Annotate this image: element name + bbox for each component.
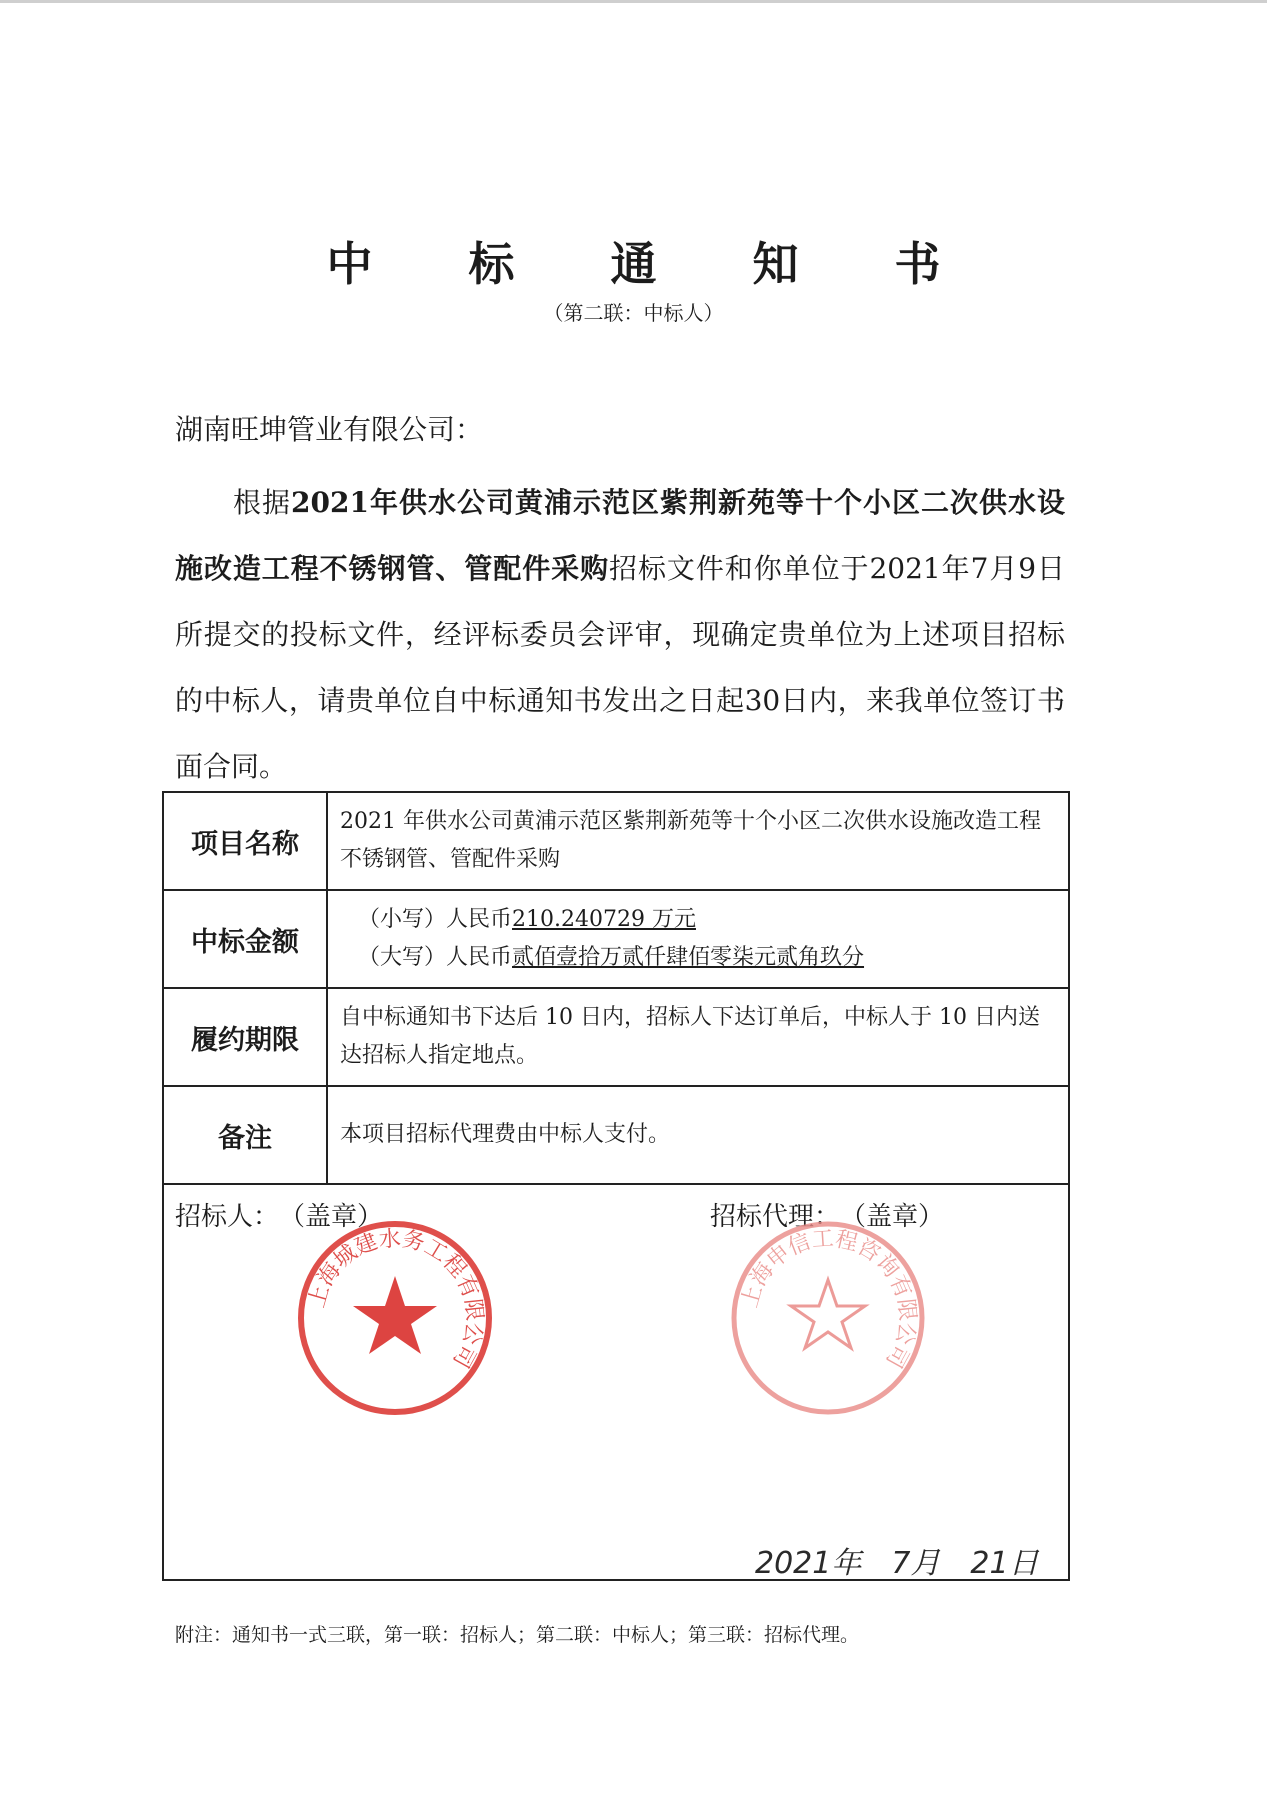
seal-right-text: 上海申信工程咨询有限公司 xyxy=(737,1226,920,1372)
tenderer-seal xyxy=(295,1218,495,1418)
award-info-table xyxy=(162,791,1070,1185)
amount-small-value: 210.240729 万元 xyxy=(512,907,696,932)
amount-large-prefix: （大写）人民币 xyxy=(358,945,513,970)
remarks-value: 本项目招标代理费由中标人支付。 xyxy=(327,1086,1069,1184)
agent-signature-label: 招标代理： （盖章） xyxy=(710,1202,945,1232)
amount-large xyxy=(358,939,1056,977)
project-name-label: 项目名称 xyxy=(163,792,327,890)
amount-large-value: 贰佰壹拾万贰仟肆佰零柒元贰角玖分 xyxy=(512,945,865,970)
table-row xyxy=(163,988,1069,1086)
project-name-value: 2021 年供水公司黄浦示范区紫荆新苑等十个小区二次供水设施改造工程不锈钢管、管配件采购 xyxy=(327,792,1069,890)
document-title: 中 标 通 知 书 xyxy=(326,237,981,291)
body-rest: 招标文件和你单位于2021年7月9日所提交的投标文件，经评标委员会评审，现确定贵单位为上述项目招标的中标人，请贵单位自中标通知书发出之日起30日内，来我单位签订书面合同。 xyxy=(175,552,1065,783)
amount-small xyxy=(358,901,1056,939)
period-value: 自中标通知书下达后 10 日内，招标人下达订单后，中标人于 10 日内送达招标人指定地点。 xyxy=(327,988,1069,1086)
tenderer-signature-label: 招标人： （盖章） xyxy=(175,1202,384,1232)
seal-left-text: 上海城建水务工程有限公司 xyxy=(304,1226,487,1372)
star-icon xyxy=(791,1280,865,1348)
period-label: 履约期限 xyxy=(163,988,327,1086)
amount-small-prefix: （小写）人民币 xyxy=(358,907,513,932)
table-row xyxy=(163,792,1069,890)
notice-body xyxy=(175,470,1065,800)
footnote: 附注：通知书一式三联，第一联：招标人；第二联：中标人；第三联：招标代理。 xyxy=(175,1624,860,1646)
amount-label: 中标金额 xyxy=(163,890,327,988)
agent-seal xyxy=(728,1218,928,1418)
body-project-name: 2021年供水公司黄浦示范区紫荆新苑等十个小区二次供水设施改造工程不锈钢管、管配件采购 xyxy=(175,486,1065,585)
remarks-label: 备注 xyxy=(163,1086,327,1184)
scan-edge xyxy=(0,0,1267,3)
table-row xyxy=(163,890,1069,988)
document-subtitle: （第二联：中标人） xyxy=(543,301,724,325)
body-prefix: 根据 xyxy=(233,486,292,519)
recipient: 湖南旺坤管业有限公司： xyxy=(175,413,484,446)
star-icon xyxy=(353,1276,437,1354)
amount-value xyxy=(327,890,1069,988)
table-row xyxy=(163,1086,1069,1184)
signature-date: 2021年 7月 21日 xyxy=(755,1546,1039,1581)
